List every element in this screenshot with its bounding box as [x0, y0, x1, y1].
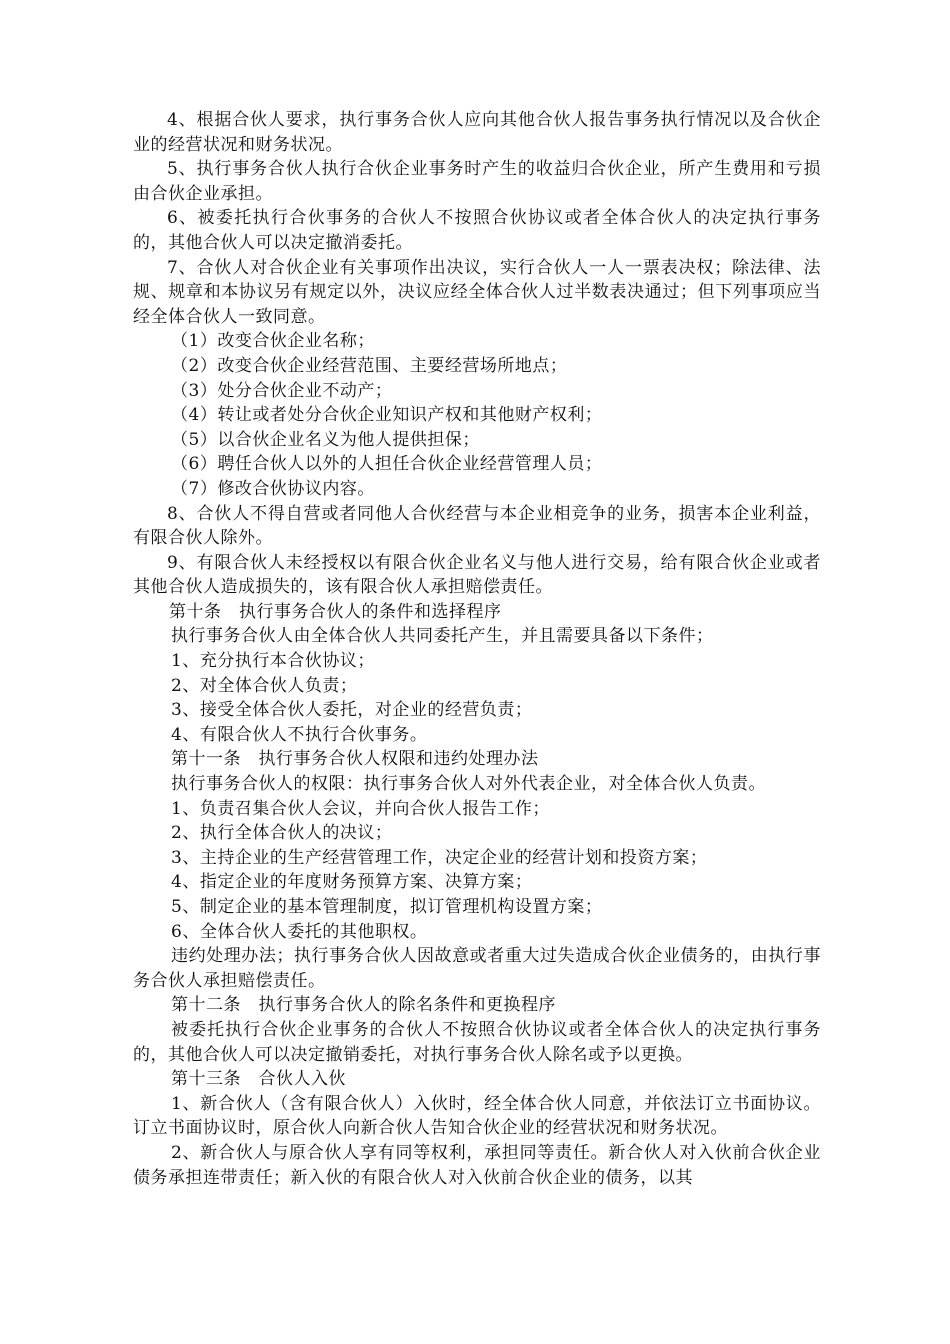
paragraph: 9、有限合伙人未经授权以有限合伙企业名义与他人进行交易，给有限合伙企业或者其他合伙人造成损失的，该有限合伙人承担赔偿责任。 [133, 552, 821, 598]
paragraph: （2）改变合伙企业经营范围、主要经营场所地点； [171, 355, 568, 376]
paragraph: 2、新合伙人与原合伙人享有同等权利，承担同等责任。新合伙人对入伙前合伙企业债务承担连带责任；新入伙的有限合伙人对入伙前合伙企业的债务，以其 [133, 1142, 821, 1188]
paragraph: 执行事务合伙人的权限：执行事务合伙人对外代表企业，对全体合伙人负责。 [171, 774, 766, 795]
paragraph: 执行事务合伙人由全体合伙人共同委托产生，并且需要具备以下条件； [171, 626, 714, 647]
paragraph: 1、新合伙人（含有限合伙人）入伙时，经全体合伙人同意，并依法订立书面协议。订立书面协议时，原合伙人向新合伙人告知合伙企业的经营状况和财务状况。 [133, 1093, 821, 1139]
paragraph: 8、合伙人不得自营或者同他人合伙经营与本企业相竞争的业务，损害本企业利益，有限合伙人除外。 [133, 503, 821, 549]
paragraph: （6）聘任合伙人以外的人担任合伙企业经营管理人员； [171, 454, 603, 475]
paragraph: 第十条 执行事务合伙人的条件和选择程序 [169, 601, 502, 622]
paragraph: （3）处分合伙企业不动产； [171, 380, 393, 401]
paragraph: 违约处理办法；执行事务合伙人因故意或者重大过失造成合伙企业债务的，由执行事务合伙人承担赔偿责任。 [133, 946, 821, 991]
paragraph: 7、合伙人对合伙企业有关事项作出决议，实行合伙人一人一票表决权；除法律、法规、规章和本协议另有规定以外，决议应经全体合伙人过半数表决通过；但下列事项应当经全体合伙人一致同意。 [133, 257, 821, 327]
document-body [133, 108, 821, 1190]
paragraph: 5、执行事务合伙人执行合伙企业事务时产生的收益归合伙企业，所产生费用和亏损由合伙企业承担。 [133, 159, 821, 204]
paragraph: （4）转让或者处分合伙企业知识产权和其他财产权利； [171, 405, 603, 426]
paragraph: （5）以合伙企业名义为他人提供担保； [171, 429, 480, 450]
paragraph: 1、负责召集合伙人会议，并向合伙人报告工作； [171, 798, 550, 819]
paragraph: （7）修改合伙协议内容。 [171, 478, 375, 499]
paragraph: 1、充分执行本合伙协议； [171, 651, 375, 672]
paragraph: 第十一条 执行事务合伙人权限和违约处理办法 [171, 749, 539, 770]
paragraph: 4、根据合伙人要求，执行事务合伙人应向其他合伙人报告事务执行情况以及合伙企业的经营状况和财务状况。 [133, 110, 821, 155]
paragraph: 4、指定企业的年度财务预算方案、决算方案； [171, 872, 533, 893]
paragraph: 6、被委托执行合伙事务的合伙人不按照合伙协议或者全体合伙人的决定执行事务的，其他合伙人可以决定撤消委托。 [133, 208, 821, 253]
paragraph: 4、有限合伙人不执行合伙事务。 [171, 724, 428, 745]
paragraph: 5、制定企业的基本管理制度，拟订管理机构设置方案； [171, 897, 603, 917]
paragraph: 被委托执行合伙企业事务的合伙人不按照合伙协议或者全体合伙人的决定执行事务的，其他合伙人可以决定撤销委托，对执行事务合伙人除名或予以更换。 [133, 1019, 821, 1065]
paragraph: （1）改变合伙企业名称； [171, 331, 375, 352]
paragraph: 第十二条 执行事务合伙人的除名条件和更换程序 [171, 995, 556, 1016]
paragraph: 第十三条 合伙人入伙 [171, 1069, 346, 1090]
paragraph: 6、全体合伙人委托的其他职权。 [171, 921, 428, 942]
paragraph: 3、接受全体合伙人委托，对企业的经营负责； [171, 700, 533, 721]
paragraph: 2、对全体合伙人负责； [171, 675, 358, 696]
paragraph: 2、执行全体合伙人的决议； [171, 823, 393, 844]
paragraph: 3、主持企业的生产经营管理工作，决定企业的经营计划和投资方案； [171, 847, 708, 868]
